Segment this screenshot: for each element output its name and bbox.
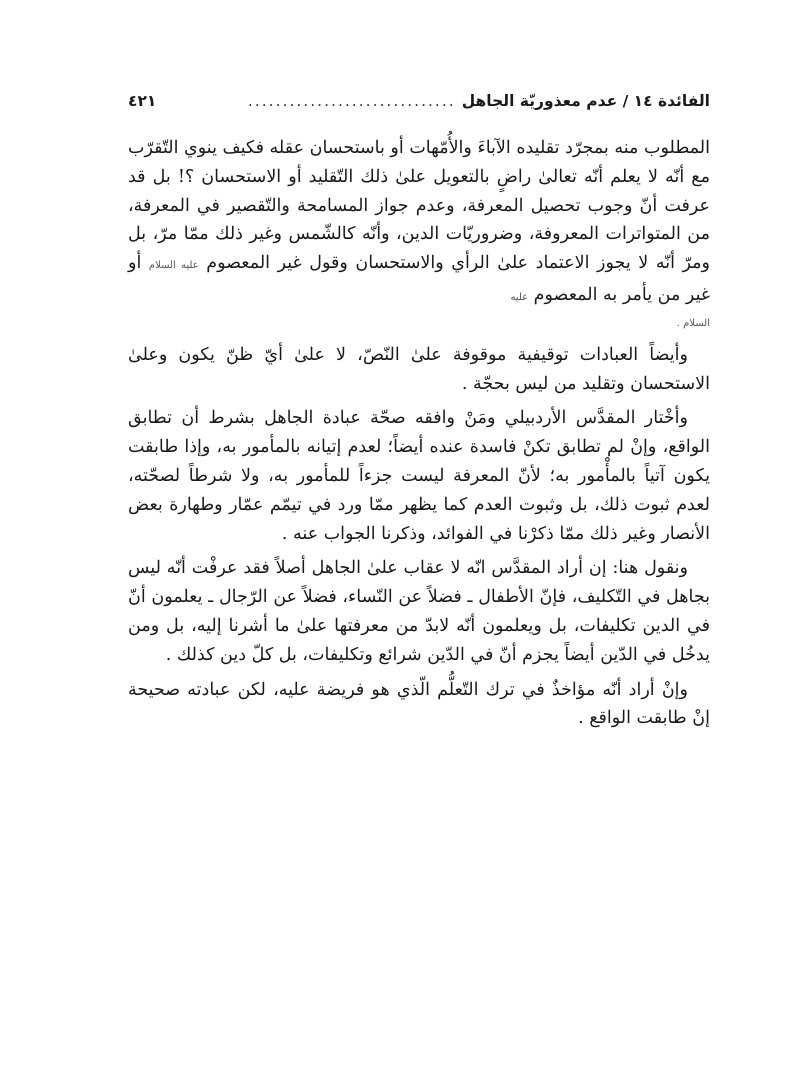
body-text [128, 134, 710, 733]
honorific-2: عليه [510, 291, 529, 303]
paragraph-4: ونقول هنا: إن أراد المقدَّس انّه لا عقاب علىٰ الجاهل أصلاً فقد عرفْت أنّه ليس بجاهل في التّكليف، فإنّ الأطفال ـ فضلاً عن النّساء، فضلاً عن الرّجال ـ يعلمون أنّ في الدين تكليفات، بل ويعلمون أنّه لابدّ من معرفتها علىٰ ما أشرنا إليه، بل ومن يدخُل في الدّين أيضاً يجزم أنّ في الدّين شرائع وتكليفات، بل كلّ دين كذلك . [128, 558, 710, 665]
paragraph-1 [128, 134, 710, 335]
page-number: ٤٢١ [128, 92, 157, 110]
book-page [128, 86, 710, 739]
paragraph-2: وأيضاً العبادات توقيفية موقوفة علىٰ النّصّ، لا علىٰ أيّ ظنّ يكون وعلىٰ الاستحسان وتقليد من ليس بحجّة . [128, 344, 710, 394]
paragraph-5: وإنْ أراد أنّه مؤاخذٌ في ترك التّعلُّم الّذي هو فريضة عليه، لكن عبادته صحيحة إنْ طابقت الواقع . [128, 679, 710, 729]
paragraph-1-text-b: أو غير من يأمر به المعصوم [128, 253, 710, 305]
honorific-1: عليه السلام [148, 260, 199, 272]
honorific-3: السلام . [676, 317, 710, 329]
section-title: الفائدة ١٤ / عدم معذوريّة الجاهل [461, 92, 710, 110]
leader-dots: .............................. [247, 92, 456, 110]
running-header [128, 86, 710, 116]
paragraph-1-text-a: المطلوب منه بمجرّد تقليده الآباءَ والأُمّهات أو باستحسان عقله فكيف ينوي التّقرّب مع أنّه لا يعلم أنّه تعالىٰ راضٍ بالتعويل علىٰ ذلك التّقليد أو الاستحسان ؟! بل قد عرفت أنّ وجوب تحصيل المعرفة، وعدم جواز المسامحة والتّقصير في المعرفة، من المتواترات المعروفة، وضروريّات الدين، وأنّه كالشّمس وغير ذلك ممّا مرّ، بل ومرّ أنّه لا يجوز الاعتماد علىٰ الرأي والاستحسان وقول غير المعصوم [128, 138, 710, 274]
paragraph-3: وأخْتار المقدَّس الأردبيلي ومَنْ وافقه صحّة عبادة الجاهل بشرط أن تطابق الواقع، وإنْ لم تطابق تكنْ فاسدة عنده أيضاً؛ لعدم إتيانه بالمأمور به، وإذا طابقت يكون آتياً بالمأْمور به؛ لأنّ المعرفة ليست جزءاً للمأمور به، ولا شرطاً لصحّته، لعدم ثبوت ذلك، بل وثبوت العدم كما يظهر ممّا ورد في تيمّم عمّار وطهارة بعض الأنصار وغير ذلك ممّا ذكرْنا في الفوائد، وذكرنا الجواب عنه . [128, 408, 710, 544]
